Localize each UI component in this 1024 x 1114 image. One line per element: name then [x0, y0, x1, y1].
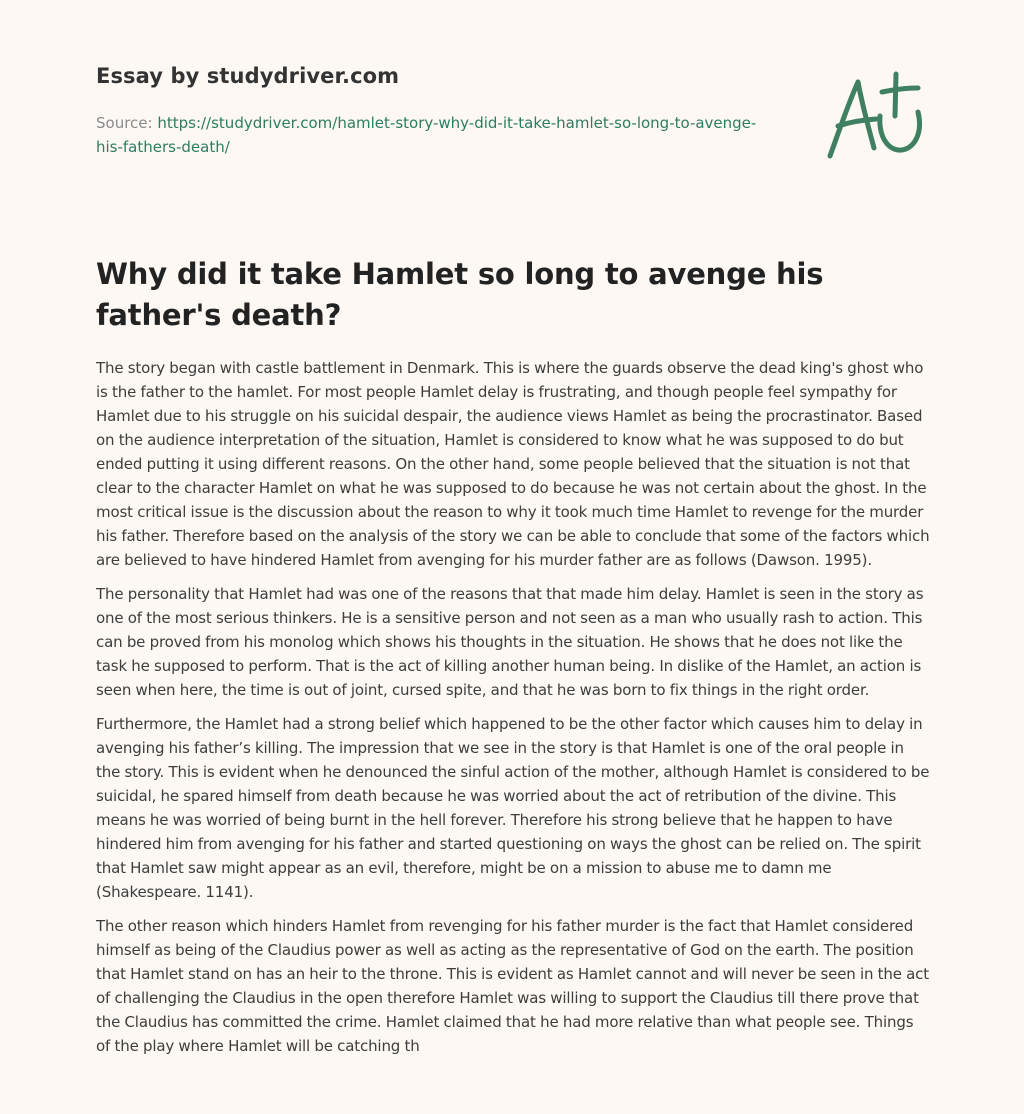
source-line — [96, 111, 776, 159]
essay-paragraph: The other reason which hinders Hamlet from revenging for his father murder is the fact that Hamlet considered himself as being of the Claudius power as well as acting as the representative of God on the earth. The position that Hamlet stand on has an heir to the throne. This is evident as Hamlet cannot and will never be seen in the act of challenging the Claudius in the open therefore Hamlet was willing to support the Claudius till there prove that the Claudius has committed the crime. Hamlet claimed that he had more relative than what people see. Things of the play where Hamlet will be catching th — [96, 917, 930, 1055]
source-link[interactable]: https://studydriver.com/hamlet-story-why-did-it-take-hamlet-so-long-to-avenge-his-fathers-death/ — [96, 114, 757, 156]
a-plus-logo-svg — [818, 64, 930, 168]
a-plus-logo-icon — [818, 64, 930, 168]
essay-body — [96, 356, 930, 1068]
essay-paragraph: Furthermore, the Hamlet had a strong belief which happened to be the other factor which causes him to delay in avenging his father’s killing. The impression that we see in the story is that Hamlet is one of the oral people in the story. This is evident when he denounced the sinful action of the mother, although Hamlet is considered to be suicidal, he spared himself from death because he was worried about the act of retribution of the divine. This means he was worried of being burnt in the hell forever. Therefore his strong believe that he happen to have hindered him from avenging for his father and started questioning on ways the ghost can be relied on. The spirit that Hamlet saw might appear as an evil, therefore, might be on a mission to abuse me to damn me (Shakespeare. 1141). — [96, 715, 930, 901]
essay-title: Why did it take Hamlet so long to avenge his father's death? — [96, 257, 824, 332]
essay-paragraph: The story began with castle battlement in Denmark. This is where the guards observe the dead king's ghost who is the father to the hamlet. For most people Hamlet delay is frustrating, and though people feel sympathy for Hamlet due to his struggle on his suicidal despair, the audience views Hamlet as being the procrastinator. Based on the audience interpretation of the situation, Hamlet is considered to know what he was supposed to do but ended putting it using different reasons. On the other hand, some people believed that the situation is not that clear to the character Hamlet on what he was supposed to do because he was not certain about the ghost. In the most critical issue is the discussion about the reason to why it took much time Hamlet to revenge for the murder his father. Therefore based on the analysis of the story we can be able to conclude that some of the factors which are believed to have hindered Hamlet from avenging for his murder father are as follows (Dawson. 1995). — [96, 359, 930, 569]
source-label: Source: — [96, 114, 158, 132]
essay-paragraph: The personality that Hamlet had was one of the reasons that that made him delay. Hamlet is seen in the story as one of the most serious thinkers. He is a sensitive person and not seen as a man who usually rash to action. This can be proved from his monolog which shows his thoughts in the situation. He shows that he does not like the task he supposed to perform. That is the act of killing another human being. In dislike of the Hamlet, an action is seen when here, the time is out of joint, cursed spite, and that he was born to fix things in the right order. — [96, 585, 924, 699]
brand-title: Essay by studydriver.com — [96, 64, 400, 88]
